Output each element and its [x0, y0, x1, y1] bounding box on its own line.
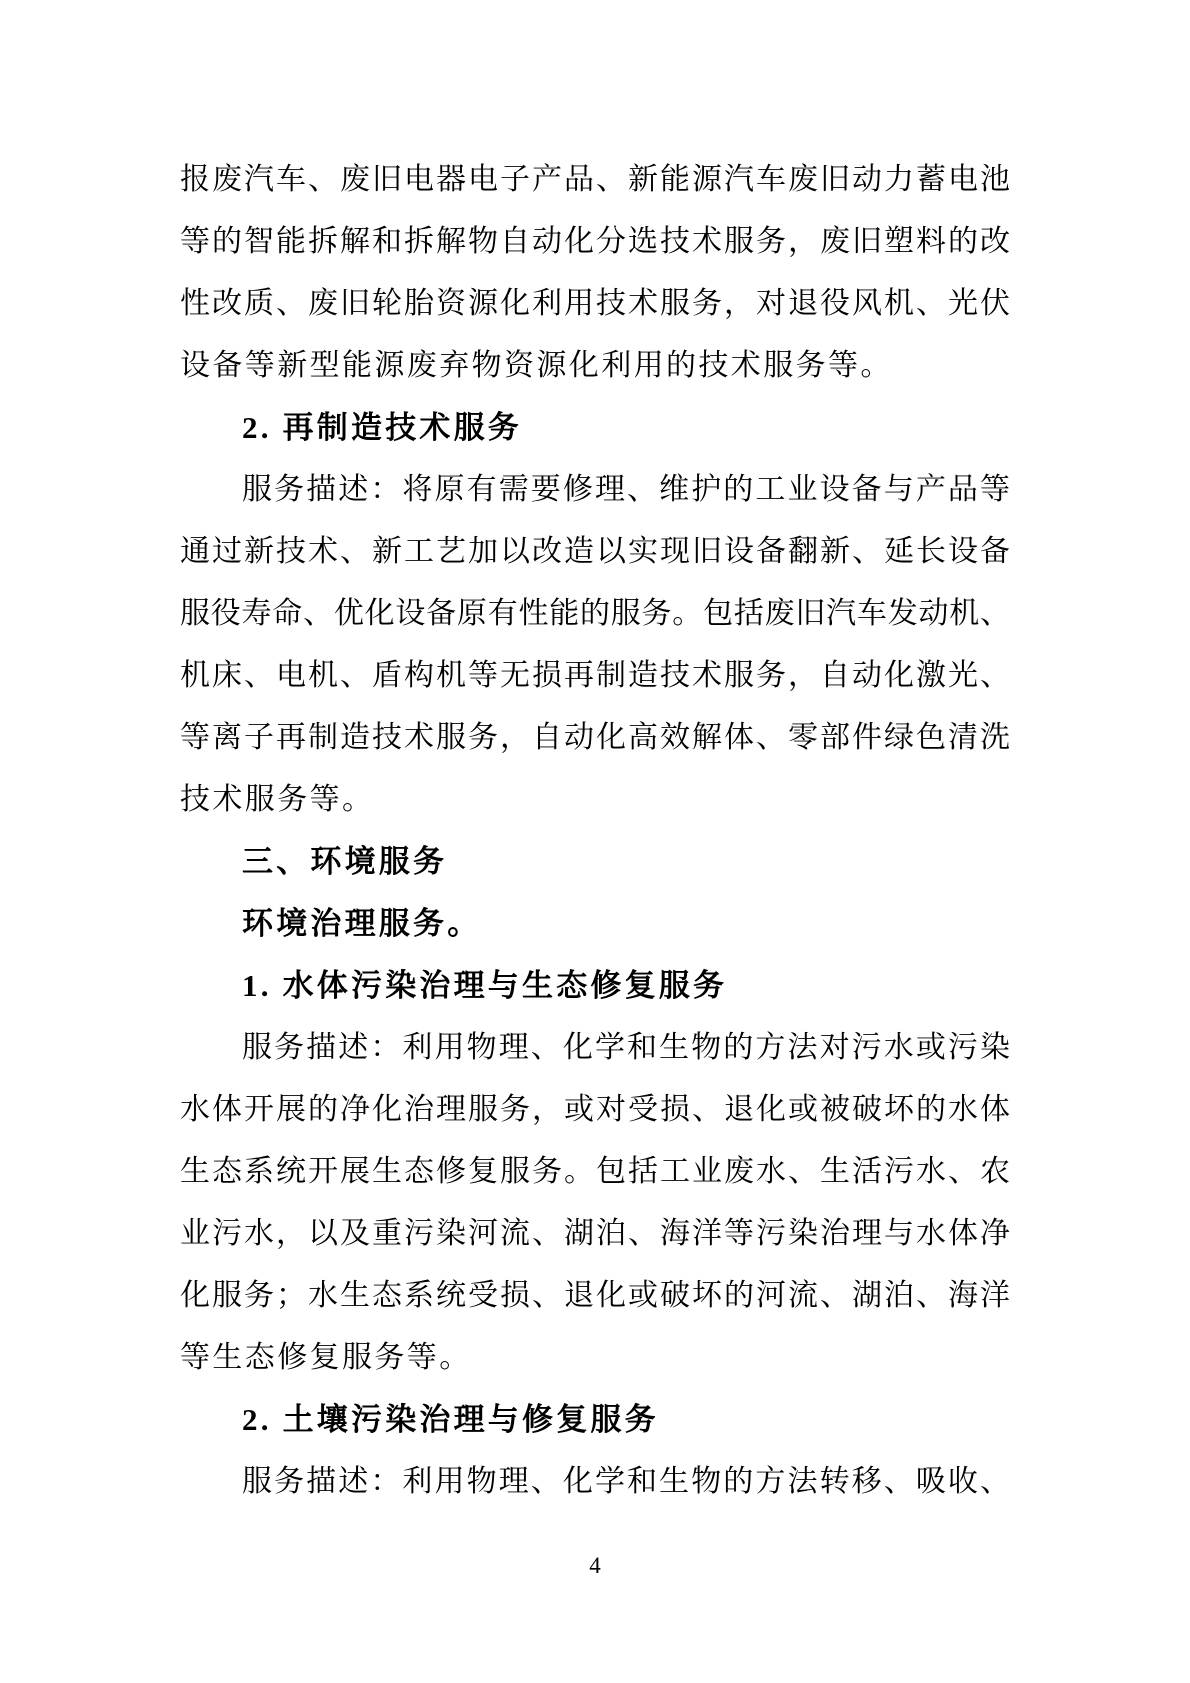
body-text-line: 水体开展的净化治理服务，或对受损、退化或被破坏的水体	[180, 1093, 1010, 1126]
page-number: 4	[589, 1553, 601, 1578]
heading-line: 1. 水体污染治理与生态修复服务	[242, 968, 728, 1003]
document-text-block	[180, 149, 1010, 1513]
body-text-line: 化服务；水生态系统受损、退化或破坏的河流、湖泊、海洋	[180, 1279, 1010, 1312]
body-text-line: 技术服务等。	[180, 783, 375, 816]
page-footer	[0, 1553, 1190, 1579]
body-text-line: 服役寿命、优化设备原有性能的服务。包括废旧汽车发动机、	[180, 597, 1010, 630]
body-text-line: 报废汽车、废旧电器电子产品、新能源汽车废旧动力蓄电池	[180, 163, 1010, 196]
body-text-line: 设备等新型能源废弃物资源化利用的技术服务等。	[180, 349, 893, 382]
heading-line: 三、环境服务	[242, 844, 448, 879]
heading-line: 环境治理服务。	[242, 906, 482, 941]
body-text-line: 服务描述：利用物理、化学和生物的方法转移、吸收、	[242, 1465, 1010, 1498]
body-text-line: 等生态修复服务等。	[180, 1341, 472, 1374]
heading-line: 2. 土壤污染治理与修复服务	[242, 1402, 659, 1437]
body-text-line: 业污水，以及重污染河流、湖泊、海洋等污染治理与水体净	[180, 1217, 1010, 1250]
body-text-line: 性改质、废旧轮胎资源化利用技术服务，对退役风机、光伏	[180, 287, 1010, 320]
body-text-line: 通过新技术、新工艺加以改造以实现旧设备翻新、延长设备	[180, 535, 1010, 568]
body-text-line: 等离子再制造技术服务，自动化高效解体、零部件绿色清洗	[180, 721, 1010, 754]
body-text-line: 服务描述：将原有需要修理、维护的工业设备与产品等	[242, 473, 1010, 506]
body-text-line: 服务描述：利用物理、化学和生物的方法对污水或污染	[242, 1031, 1010, 1064]
heading-line: 2. 再制造技术服务	[242, 410, 522, 445]
body-text-line: 生态系统开展生态修复服务。包括工业废水、生活污水、农	[180, 1155, 1010, 1188]
body-text-line: 等的智能拆解和拆解物自动化分选技术服务，废旧塑料的改	[180, 225, 1010, 258]
body-text-line: 机床、电机、盾构机等无损再制造技术服务，自动化激光、	[180, 659, 1010, 692]
